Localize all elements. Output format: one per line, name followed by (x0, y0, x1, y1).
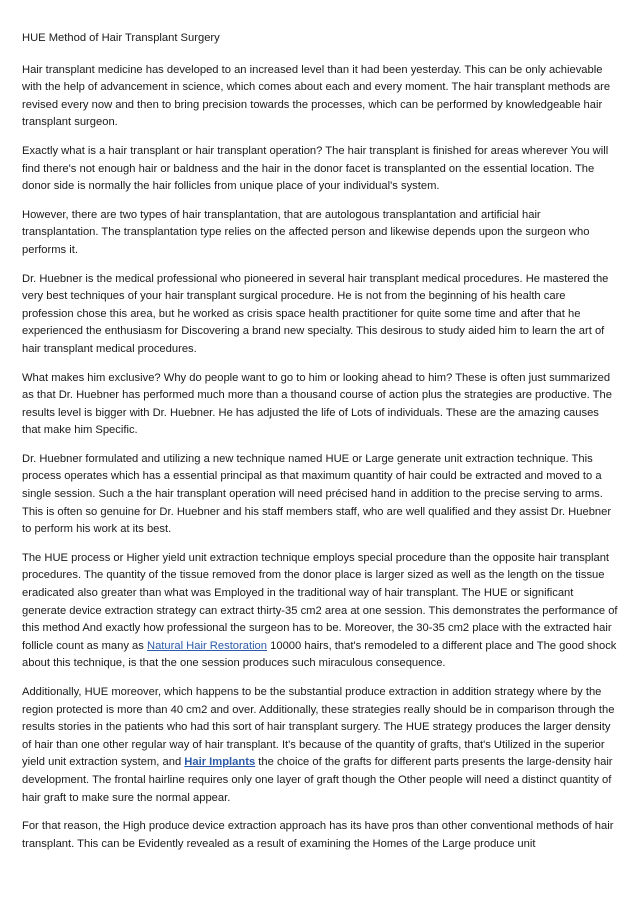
paragraph-4: Dr. Huebner is the medical professional who pioneered in several hair transplant medical procedures. He mastered the very best techniques of your hair transplant surgical procedure. He is not from the beginning of his health care profession chose this area, but he worked as crisis space health practitioner for quite some time and after that he experienced the enthusiasm for Discovering a brand new specialty. This desirous to study aided him to learn the art of hair transplant medical procedures. (22, 272, 609, 355)
paragraph-9: For that reason, the High produce device extraction approach has its have pros than other conventional methods of hair transplant. This can be Evidently revealed as a result of examining the Homes of the Large produce unit (22, 820, 614, 850)
paragraph-6: Dr. Huebner formulated and utilizing a new technique named HUE or Large generate unit extraction technique. This process operates which has a essential principal as that maximum quantity of hair could be extracted and moved to a single session. Such a the hair transplant operation will need précised hand in addition to the precise serving to arms. This is often so genuine for Dr. Huebner and his staff members staff, who are well qualified and they assist Dr. Huebner to perform his work at its best. (22, 452, 612, 536)
document-title: HUE Method of Hair Transplant Surgery (22, 32, 220, 44)
paragraph-3: However, there are two types of hair transplantation, that are autologous transplantation and artificial hair transplantation. The transplantation type relies on the affected person and likewise depends upon the surgeon who performs it. (22, 208, 590, 256)
paragraph-2: Exactly what is a hair transplant or hair transplant operation? The hair transplant is finished for areas wherever You will find there's not enough hair or baldness and the hair in the donor facet is transplanted on the essential location. The donor side is normally the hair follicles from unique place of your individual's system. (22, 144, 609, 193)
paragraph-7 (22, 550, 620, 673)
paragraph-8-text-start: Additionally, HUE moreover, which happens to be the substantial produce extraction in addition strategy where by the region protected is more than 40 cm2 and over. Additionally, these strategies really should be in comparison through the results stories in the patients who had this sort of hair transplant surgery. The HUE strategy produces the larger density of hair than one other regular way of hair transplant. It's because of the quantity of grafts, that's Utilized in the superior yield unit extraction system, and (22, 686, 615, 769)
document-page (22, 30, 620, 864)
paragraph-1: Hair transplant medicine has developed to an increased level than it had been yesterday. This can be only achievable with the help of advancement in science, which comes about each and every moment. The hair transplant methods are revised every now and then to bring precision towards the processes, which can be performed by knowledgeable hair transplant surgeon. (22, 63, 611, 129)
paragraph-7-text-start: The HUE process or Higher yield unit extraction technique employs special procedure than the opposite hair transplant procedures. The quantity of the tissue removed from the donor place is larger sized as well as the length on the tissue eradicated also greater than what was Employed in the traditional way of hair transplant. The HUE or significant generate device extraction strategy can extract thirty-35 cm2 area at one session. This demonstrates the performance of this method And exactly how professional the surgeon has to be. Moreover, the 30-35 cm2 place with the extracted hair follicle count as many as (22, 551, 618, 652)
natural-hair-restoration-link[interactable]: Natural Hair Restoration (147, 639, 268, 652)
paragraph-5: What makes him exclusive? Why do people want to go to him or looking ahead to him? These is often just summarized as that Dr. Huebner has performed much more than a thousand course of action plus the strategies are productive. The results level is bigger with Dr. Huebner. He has adjusted the life of Lots of individuals. These are the amazing causes that make him Specific. (22, 371, 612, 437)
paragraph-8-text-end: the choice of the grafts for different parts presents the large-density hair development. The frontal hairline requires only one layer of graft though the Other people will need a distinct quantity of hair graft to make sure the normal appear. (22, 756, 613, 804)
paragraph-7-text-end: 10000 hairs, that's remodeled to a different place and The good shock about this technique, is that the one session produces such miraculous consequence. (22, 639, 617, 670)
paragraph-8 (22, 684, 620, 807)
hair-implants-link[interactable]: Hair Implants (184, 756, 256, 769)
